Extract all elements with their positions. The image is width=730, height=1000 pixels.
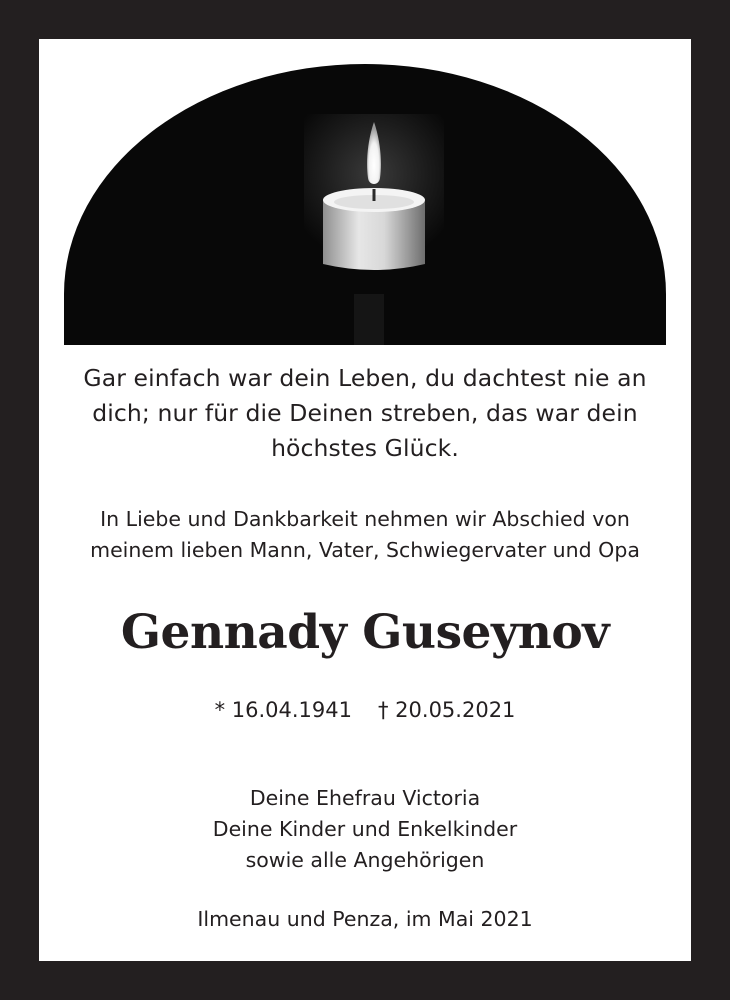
poem-line: Gar einfach war dein Leben, du dachtest nie an: [83, 364, 647, 392]
obituary-card: [39, 39, 691, 961]
intro-line: In Liebe und Dankbarkeit nehmen wir Abschied von: [100, 507, 630, 531]
mourners-list: [39, 783, 691, 876]
mourner-line: Deine Ehefrau Victoria: [249, 786, 481, 810]
intro-line: meinem lieben Mann, Vater, Schwiegervater und Opa: [90, 538, 640, 562]
mourner-line: sowie alle Angehörigen: [245, 848, 485, 872]
poem-line: höchstes Glück.: [271, 434, 459, 462]
death-date: † 20.05.2021: [378, 698, 516, 722]
candle-photo: [64, 64, 666, 345]
farewell-intro: [39, 504, 691, 566]
life-dates: [39, 695, 691, 725]
candle-icon: [64, 64, 666, 345]
poem-line: dich; nur für die Deinen streben, das war dein: [92, 399, 638, 427]
mourner-line: Deine Kinder und Enkelkinder: [212, 817, 518, 841]
deceased-name: Gennady Guseynov: [120, 605, 610, 660]
birth-date: * 16.04.1941: [214, 698, 352, 722]
place-and-date: Ilmenau und Penza, im Mai 2021: [197, 907, 533, 931]
poem-verse: [39, 361, 691, 466]
